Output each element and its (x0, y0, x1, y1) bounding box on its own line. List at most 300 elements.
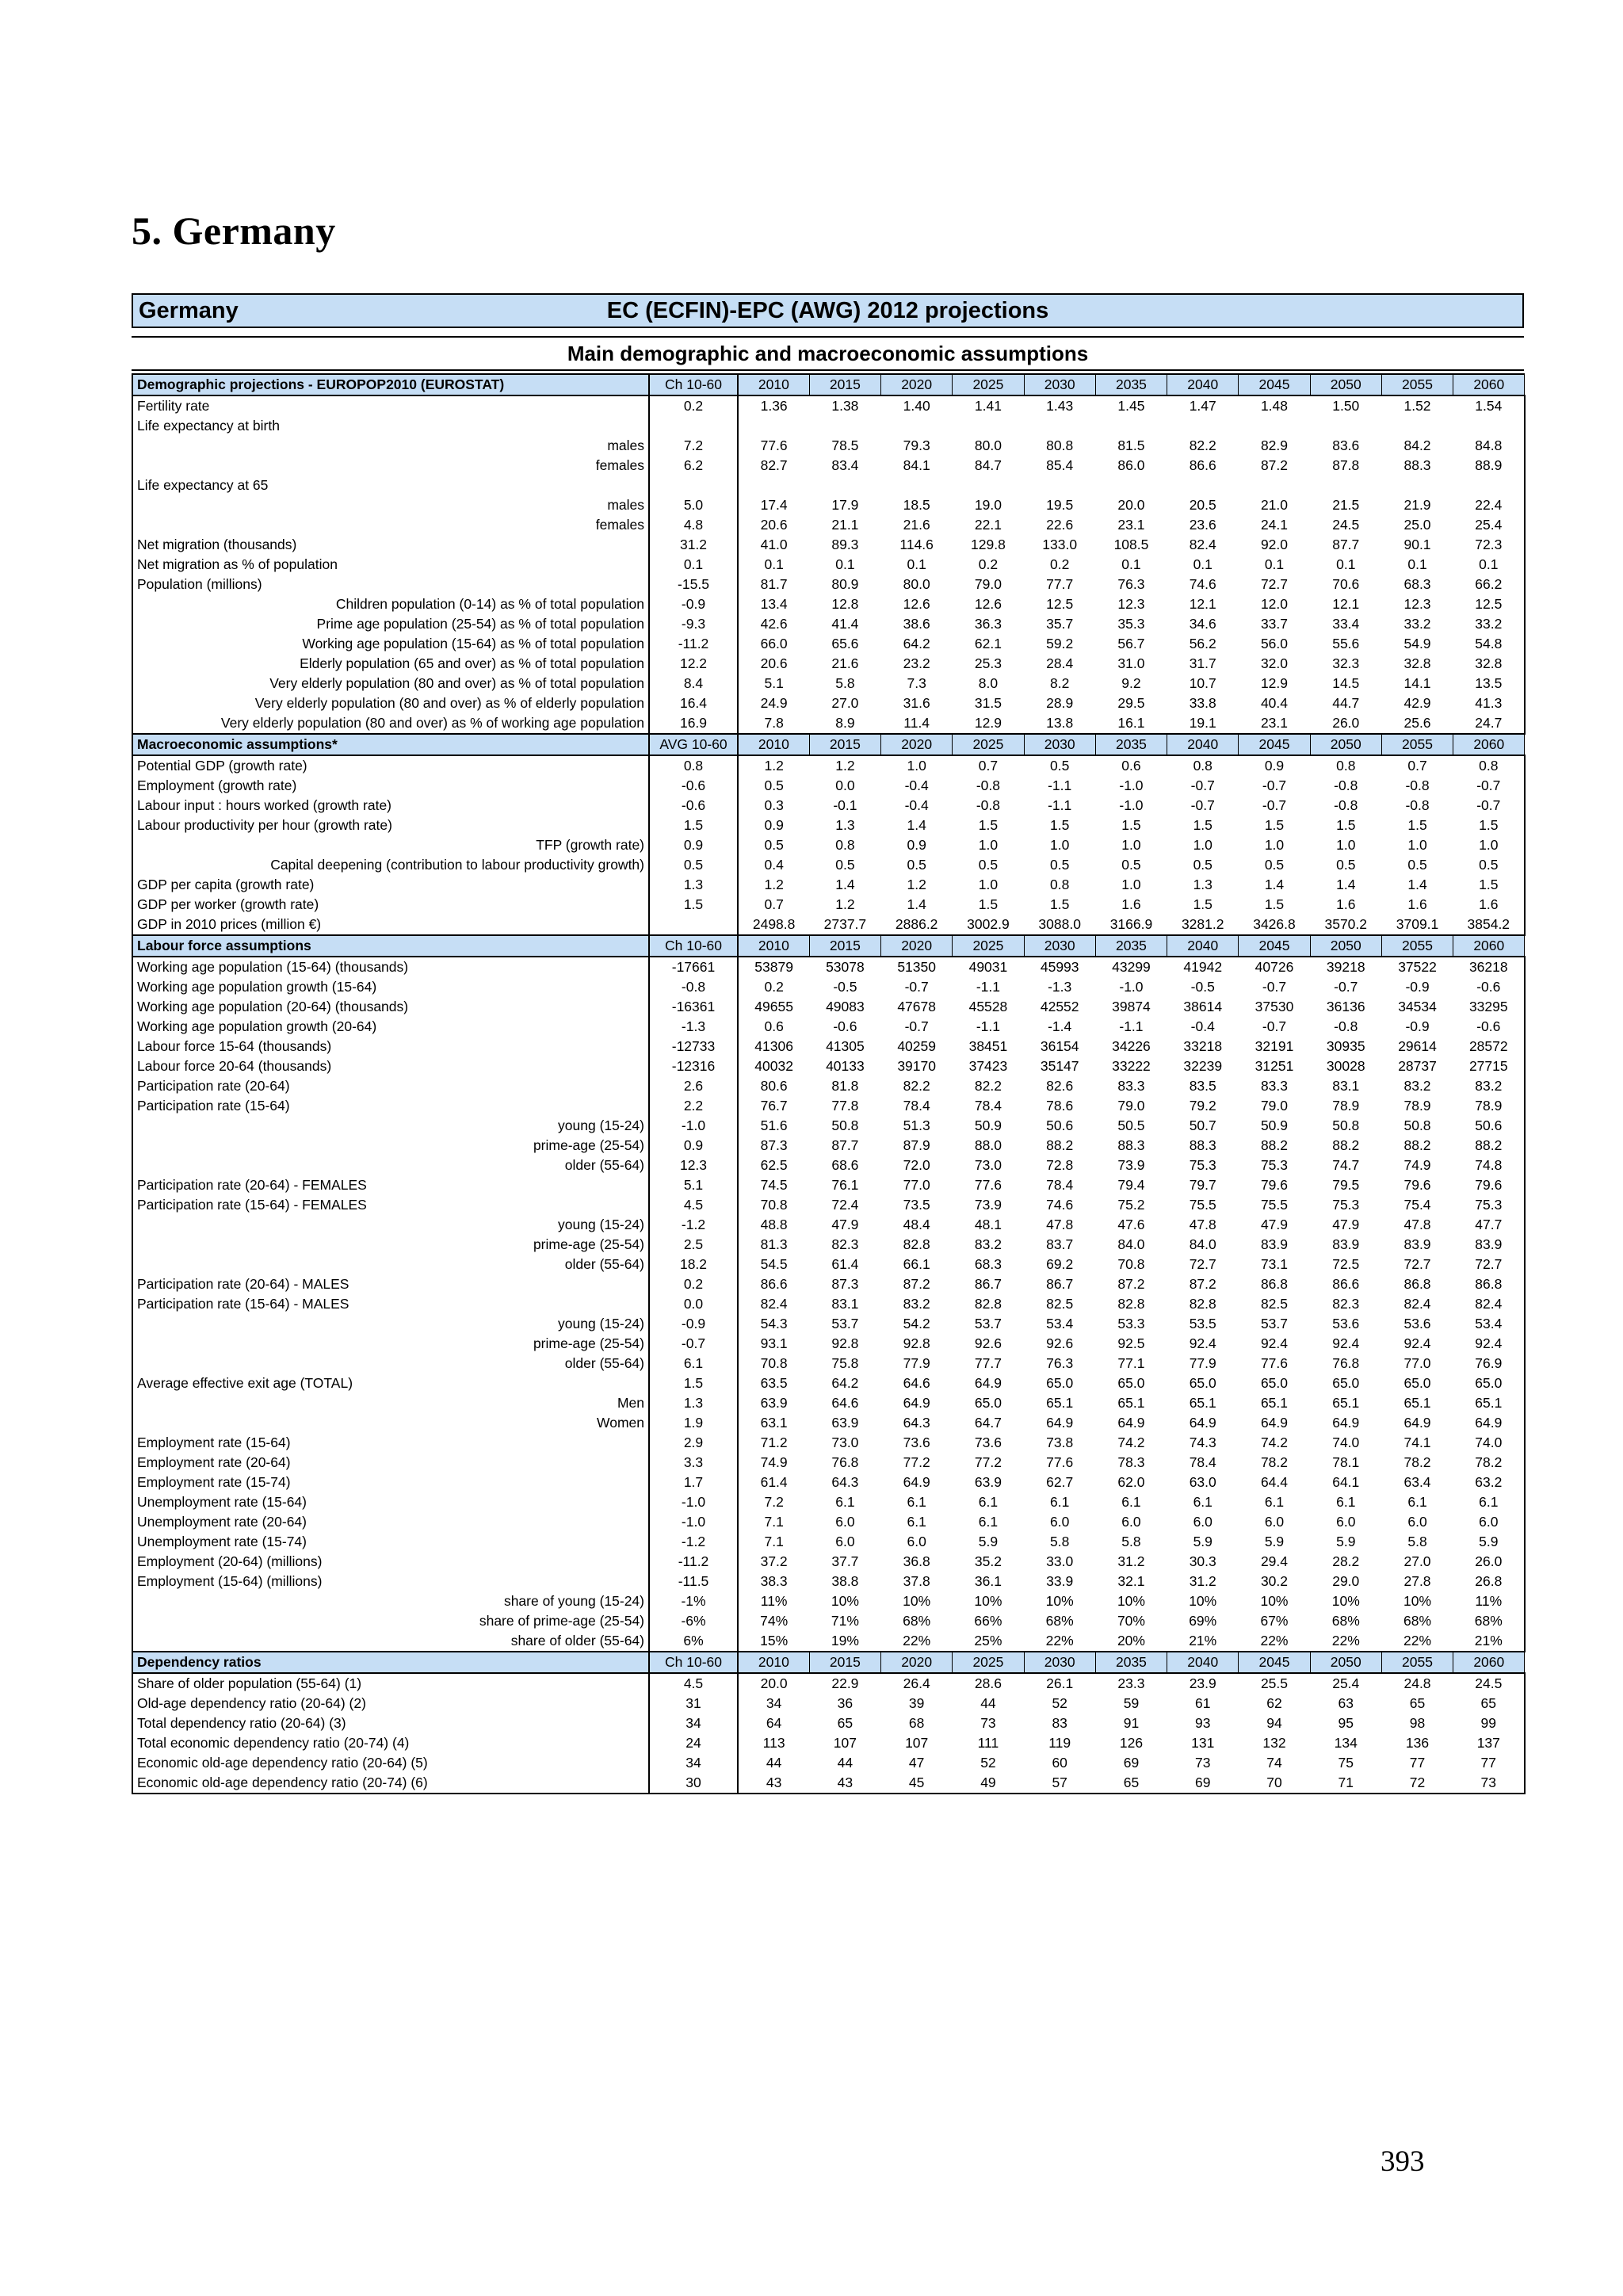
row-change-value: 6.2 (649, 456, 738, 476)
row-value: 0.7 (978, 758, 999, 774)
year-header: 2035 (1095, 935, 1167, 957)
row-value: 65.1 (1453, 1393, 1525, 1413)
row-value: 47.9 (831, 1217, 859, 1232)
row-value: -0.7 (1262, 979, 1287, 995)
row-value: 28.4 (1046, 655, 1074, 671)
table-row (132, 1532, 1525, 1552)
row-value: 87.8 (1332, 457, 1360, 473)
row-label: males (132, 436, 649, 456)
table-row (132, 1591, 1525, 1611)
row-value: 92.6 (1046, 1335, 1074, 1351)
row-change-value (649, 915, 738, 935)
row-value: 83.2 (1403, 1078, 1431, 1094)
row-value: -0.4 (904, 777, 929, 793)
row-change-value: 3.3 (649, 1453, 738, 1473)
row-change-value: 31 (649, 1694, 738, 1713)
row-value: 44.7 (1332, 695, 1360, 711)
table-row (132, 1076, 1525, 1096)
row-value: 38614 (1183, 999, 1223, 1014)
row-value: 92.8 (903, 1335, 930, 1351)
row-value: 64.6 (903, 1375, 930, 1391)
row-value: 84.0 (1189, 1236, 1216, 1252)
row-value: 65.0 (1046, 1375, 1074, 1391)
row-value: 64.9 (903, 1395, 930, 1411)
row-value: 25.4 (1453, 515, 1525, 535)
row-change-value: 7.2 (649, 436, 738, 456)
row-change-value: -1.2 (649, 1532, 738, 1552)
row-value: 0.2 (1050, 556, 1070, 572)
table-row (132, 594, 1525, 614)
row-value: 25% (974, 1633, 1002, 1648)
row-value: 19.5 (1046, 497, 1074, 513)
row-value: 92.4 (1403, 1335, 1431, 1351)
row-value: 32.8 (1453, 654, 1525, 674)
row-value: 23.1 (1117, 517, 1145, 533)
row-value: 29.5 (1117, 695, 1145, 711)
row-value: -0.9 (1405, 979, 1430, 995)
row-value: 93 (1194, 1715, 1211, 1731)
row-value: 48.4 (903, 1217, 930, 1232)
row-value: -0.7 (1453, 796, 1525, 816)
row-value (1167, 416, 1239, 436)
row-value: 6.1 (978, 1494, 999, 1510)
row-value: 49 (953, 1773, 1024, 1794)
year-header: 2020 (881, 374, 953, 395)
row-value: 92.5 (1117, 1335, 1145, 1351)
table-row (132, 1393, 1525, 1413)
row-value: 37.8 (903, 1573, 930, 1589)
row-change-value: -0.7 (649, 1334, 738, 1354)
row-label: prime-age (25-54) (132, 1334, 649, 1354)
row-value: 33.0 (1046, 1553, 1074, 1569)
table-row (132, 1713, 1525, 1733)
row-change-value: -12733 (649, 1037, 738, 1056)
row-value: 0.1 (835, 556, 855, 572)
row-label: Labour productivity per hour (growth rate) (132, 816, 649, 835)
year-header: 2045 (1239, 1652, 1310, 1673)
row-value: 21.5 (1332, 497, 1360, 513)
row-value: 20% (1117, 1633, 1145, 1648)
row-value: 0.8 (1193, 758, 1212, 774)
row-value: 67% (1260, 1613, 1289, 1629)
row-value: 65.0 (1332, 1375, 1360, 1391)
row-value: 78.3 (1117, 1454, 1145, 1470)
row-value: 35.2 (974, 1553, 1002, 1569)
row-value: 107 (833, 1735, 857, 1751)
row-label: Participation rate (20-64) (132, 1076, 649, 1096)
table-row (132, 977, 1525, 997)
row-value: 12.1 (1189, 596, 1216, 612)
row-value: 11% (760, 1593, 788, 1609)
row-value: 82.3 (831, 1236, 859, 1252)
row-value: 1.0 (978, 877, 999, 892)
row-value: 6.1 (907, 1494, 926, 1510)
row-value: 38.3 (760, 1573, 788, 1589)
table-row (132, 1136, 1525, 1156)
year-header: 2040 (1167, 734, 1239, 755)
row-value: 66.1 (903, 1256, 930, 1272)
row-value: -1.1 (1119, 1018, 1144, 1034)
row-value: 87.7 (831, 1137, 859, 1153)
row-value: 33.9 (1046, 1573, 1074, 1589)
row-value: 37.2 (760, 1553, 788, 1569)
row-value: 59 (1123, 1695, 1140, 1711)
row-value: 75.3 (1332, 1197, 1360, 1213)
table-row (132, 1175, 1525, 1195)
row-value: 56.7 (1117, 636, 1145, 651)
row-value: 43299 (1112, 959, 1151, 975)
row-value: 87.2 (903, 1276, 930, 1292)
row-value: 38.6 (903, 616, 930, 632)
table-row (132, 515, 1525, 535)
row-change-value: 34 (649, 1753, 738, 1773)
table-row (132, 654, 1525, 674)
row-value: 2886.2 (895, 916, 938, 932)
row-change-value: 0.2 (649, 1274, 738, 1294)
table-row (132, 875, 1525, 895)
row-label: Working age population (20-64) (thousands) (132, 997, 649, 1017)
row-change-value: 34 (649, 1713, 738, 1733)
row-change-value: -9.3 (649, 614, 738, 634)
row-value: 0.5 (1050, 857, 1070, 873)
page-number: 393 (1381, 2145, 1425, 2178)
row-label: Life expectancy at birth (132, 416, 649, 436)
row-change-value: 12.2 (649, 654, 738, 674)
row-value: 83 (1052, 1715, 1067, 1731)
row-value: 5.8 (1121, 1534, 1141, 1549)
row-value: 76.7 (760, 1098, 788, 1114)
row-value: 1.3 (1193, 877, 1212, 892)
row-label: Working age population growth (20-64) (132, 1017, 649, 1037)
row-value: 77.6 (974, 1177, 1002, 1193)
row-change-value: -12316 (649, 1056, 738, 1076)
row-value: 22% (1045, 1633, 1074, 1648)
row-value (881, 476, 953, 495)
row-value: 82.4 (760, 1296, 788, 1312)
row-label: share of older (55-64) (132, 1631, 649, 1652)
row-value: 31.0 (1117, 655, 1145, 671)
row-value: 3281.2 (1181, 916, 1224, 932)
row-value: 14.5 (1332, 675, 1360, 691)
assumptions-table (132, 373, 1526, 1794)
row-value: 74.8 (1453, 1156, 1525, 1175)
row-value: 65.0 (1260, 1375, 1289, 1391)
year-header: 2040 (1167, 935, 1239, 957)
row-value: 33.2 (1403, 616, 1431, 632)
row-value: 93.1 (760, 1335, 788, 1351)
row-value: 83.9 (1260, 1236, 1289, 1252)
row-value: 10% (1403, 1593, 1432, 1609)
row-value: 37522 (1398, 959, 1437, 975)
row-label: Labour force 20-64 (thousands) (132, 1056, 649, 1076)
row-value: -0.7 (1190, 797, 1215, 813)
row-value (953, 416, 1024, 436)
row-value: 91 (1123, 1715, 1140, 1731)
row-value: 76.1 (831, 1177, 859, 1193)
row-value: 1.5 (1264, 896, 1285, 912)
row-value: -0.4 (904, 797, 929, 813)
row-value: 28.6 (974, 1675, 1002, 1691)
page-title: 5. Germany (132, 208, 336, 253)
row-value: 73 (980, 1715, 996, 1731)
row-value: 59.2 (1046, 636, 1074, 651)
table-row (132, 1294, 1525, 1314)
row-value: 75.3 (1189, 1157, 1216, 1173)
row-value: 1.48 (1260, 398, 1289, 414)
row-value: 77.1 (1117, 1355, 1145, 1371)
row-value: 74.6 (1046, 1197, 1074, 1213)
year-header: 2025 (953, 374, 1024, 395)
row-value: 86.8 (1453, 1274, 1525, 1294)
row-value: -1.1 (1048, 777, 1072, 793)
row-value: 21.6 (903, 517, 930, 533)
row-value: 1.0 (1050, 837, 1070, 853)
row-value: 50.6 (1046, 1117, 1074, 1133)
row-value: 71 (1310, 1773, 1381, 1794)
year-header: 2020 (881, 734, 953, 755)
row-value: 40133 (826, 1058, 865, 1074)
row-value: 0.9 (1264, 758, 1285, 774)
row-value: 55.6 (1332, 636, 1360, 651)
row-value: 25.5 (1260, 1675, 1289, 1691)
row-label: Very elderly population (80 and over) as % of elderly population (132, 693, 649, 713)
table-row (132, 1274, 1525, 1294)
row-value: 74 (1266, 1755, 1282, 1771)
row-label: Unemployment rate (20-64) (132, 1512, 649, 1532)
row-value: 53.7 (974, 1316, 1002, 1331)
row-change-value: -11.2 (649, 634, 738, 654)
row-value: 92.4 (1453, 1334, 1525, 1354)
row-value: 83.3 (1117, 1078, 1145, 1094)
row-value: 41.0 (760, 537, 788, 552)
assumptions-table-panel (132, 293, 1524, 1794)
row-value: 36 (837, 1695, 854, 1711)
row-value: 77.6 (1046, 1454, 1074, 1470)
row-value: 70.8 (760, 1197, 788, 1213)
row-value: 69% (1189, 1613, 1217, 1629)
row-value: 75.3 (1260, 1157, 1289, 1173)
row-value: 1.5 (1407, 817, 1427, 833)
row-value: 63.0 (1189, 1474, 1216, 1490)
row-value: 50.5 (1117, 1117, 1145, 1133)
row-value: 2498.8 (752, 916, 796, 932)
row-value: 0.5 (1453, 855, 1525, 875)
row-value: 86.8 (1260, 1276, 1289, 1292)
row-value: 76.8 (1332, 1355, 1360, 1371)
row-value: 63.2 (1453, 1473, 1525, 1492)
row-value: 54.5 (760, 1256, 788, 1272)
row-value: 53.4 (1453, 1314, 1525, 1334)
row-label: Employment rate (15-74) (132, 1473, 649, 1492)
row-change-value (649, 416, 738, 436)
row-value: -0.7 (1190, 777, 1215, 793)
row-value: 2737.7 (823, 916, 867, 932)
row-value: 92.0 (1260, 537, 1289, 552)
row-value: 37423 (968, 1058, 1008, 1074)
row-value: 65.1 (1117, 1395, 1145, 1411)
row-value: 52 (1052, 1695, 1067, 1711)
row-value: 114.6 (899, 537, 934, 552)
row-value: 65.1 (1403, 1395, 1431, 1411)
row-value: 20.0 (1117, 497, 1145, 513)
row-label: young (15-24) (132, 1116, 649, 1136)
row-value: 1.4 (907, 896, 926, 912)
row-value: 74.6 (1189, 576, 1216, 592)
row-label: Working age population growth (15-64) (132, 977, 649, 997)
row-change-value: -0.8 (649, 977, 738, 997)
row-change-value: 16.4 (649, 693, 738, 713)
row-value: 29614 (1398, 1038, 1437, 1054)
row-value: 6.1 (907, 1514, 926, 1530)
table-row (132, 1215, 1525, 1235)
row-value: 72.4 (831, 1197, 859, 1213)
row-value: 87.9 (903, 1137, 930, 1153)
row-value: 65.0 (974, 1395, 1002, 1411)
row-value: 74.9 (1403, 1157, 1431, 1173)
row-value: 88.9 (1453, 456, 1525, 476)
row-value: 0.5 (1121, 857, 1141, 873)
row-label: Participation rate (20-64) - FEMALES (132, 1175, 649, 1195)
row-value: 30028 (1326, 1058, 1365, 1074)
row-value: 19.0 (974, 497, 1002, 513)
year-header: 2035 (1095, 734, 1167, 755)
row-value: 10% (1045, 1593, 1074, 1609)
row-value: 10% (1260, 1593, 1289, 1609)
row-value: 1.43 (1046, 398, 1074, 414)
row-value: 80.8 (1046, 437, 1074, 453)
row-value: 1.4 (907, 817, 926, 833)
row-value: 64.9 (1332, 1415, 1360, 1431)
row-value: 48.1 (974, 1217, 1002, 1232)
row-value: 65.1 (1046, 1395, 1074, 1411)
row-change-value: 5.1 (649, 1175, 738, 1195)
row-value: 74.1 (1403, 1435, 1431, 1450)
row-label: Employment (20-64) (millions) (132, 1552, 649, 1572)
row-label: Employment (growth rate) (132, 776, 649, 796)
year-header: 2050 (1310, 935, 1381, 957)
row-value: 86.7 (1046, 1276, 1074, 1292)
row-value: -0.8 (1334, 777, 1358, 793)
row-value: 79.2 (1189, 1098, 1216, 1114)
row-value: 77.2 (974, 1454, 1002, 1470)
section-title: Macroeconomic assumptions* (132, 734, 649, 755)
row-value: 63.9 (760, 1395, 788, 1411)
row-value: 53.7 (831, 1316, 859, 1331)
year-header: 2015 (809, 1652, 880, 1673)
row-value: 27.0 (1403, 1553, 1431, 1569)
year-header: 2025 (953, 734, 1024, 755)
row-value: 82.3 (1332, 1296, 1360, 1312)
row-value: 136 (1405, 1735, 1430, 1751)
row-change-value: 2.5 (649, 1235, 738, 1255)
row-value: 92.4 (1332, 1335, 1360, 1351)
row-value: 83.2 (903, 1296, 930, 1312)
row-label: Population (millions) (132, 575, 649, 594)
row-value: 10% (1189, 1593, 1217, 1609)
row-value: 22.9 (831, 1675, 859, 1691)
row-value: 34 (766, 1695, 782, 1711)
row-value: 6.0 (1264, 1514, 1285, 1530)
row-value: 10% (1331, 1593, 1360, 1609)
year-header: 2030 (1024, 935, 1095, 957)
year-header: 2040 (1167, 374, 1239, 395)
row-value: 12.3 (1117, 596, 1145, 612)
row-value: 43 (809, 1773, 880, 1794)
row-label: males (132, 495, 649, 515)
row-value: 80.0 (903, 576, 930, 592)
row-value: 23.6 (1189, 517, 1216, 533)
row-value: 74.7 (1332, 1157, 1360, 1173)
row-value: 20.6 (760, 517, 788, 533)
row-value: 56.2 (1189, 636, 1216, 651)
row-value: 89.3 (831, 537, 859, 552)
row-label: older (55-64) (132, 1156, 649, 1175)
row-value: 1.5 (1050, 817, 1070, 833)
row-value: 75.2 (1117, 1197, 1145, 1213)
row-value: 68% (1045, 1613, 1074, 1629)
row-value: 134 (1334, 1735, 1358, 1751)
row-value: 12.0 (1260, 596, 1289, 612)
row-value: 131 (1191, 1735, 1215, 1751)
row-value: 25.0 (1403, 517, 1431, 533)
row-value: 80.0 (974, 437, 1002, 453)
row-label: Total dependency ratio (20-64) (3) (132, 1713, 649, 1733)
row-value: 82.4 (1403, 1296, 1431, 1312)
year-header: 2015 (809, 374, 880, 395)
row-value: 45 (881, 1773, 953, 1794)
year-header: 2030 (1024, 734, 1095, 755)
row-label: Participation rate (15-64) (132, 1096, 649, 1116)
row-value (1381, 476, 1453, 495)
row-value: 12.3 (1403, 596, 1431, 612)
row-value: 12.9 (974, 715, 1002, 731)
row-value: 94 (1266, 1715, 1282, 1731)
row-label: Share of older population (55-64) (1) (132, 1673, 649, 1694)
row-value: 78.2 (1403, 1454, 1431, 1470)
row-value: 30.3 (1189, 1553, 1216, 1569)
row-change-value: 24 (649, 1733, 738, 1753)
row-value: 83.9 (1403, 1236, 1431, 1252)
row-value: 74.3 (1189, 1435, 1216, 1450)
row-value: 0.5 (1336, 857, 1356, 873)
row-label: Capital deepening (contribution to labour productivity growth) (132, 855, 649, 875)
row-value: 83.3 (1260, 1078, 1289, 1094)
row-value: 24.5 (1453, 1673, 1525, 1694)
row-label: Working age population (15-64) (thousands) (132, 957, 649, 977)
row-value: 81.7 (760, 576, 788, 592)
table-row (132, 1056, 1525, 1076)
row-value: 92.8 (831, 1335, 859, 1351)
row-value: 77 (1453, 1753, 1525, 1773)
row-value: 78.4 (903, 1098, 930, 1114)
row-value: 50.8 (831, 1117, 859, 1133)
table-row (132, 1473, 1525, 1492)
row-value: 1.54 (1453, 395, 1525, 416)
row-value: 36.1 (974, 1573, 1002, 1589)
table-row (132, 1673, 1525, 1694)
row-value: 107 (905, 1735, 929, 1751)
row-label: GDP in 2010 prices (million €) (132, 915, 649, 935)
row-value: -0.8 (1405, 797, 1430, 813)
row-value: 3166.9 (1109, 916, 1153, 932)
row-value: 61.4 (831, 1256, 859, 1272)
row-value: 39 (908, 1695, 925, 1711)
row-change-value: -11.5 (649, 1572, 738, 1591)
row-change-value: 0.0 (649, 1294, 738, 1314)
row-change-value: 0.9 (649, 1136, 738, 1156)
year-header: 2045 (1239, 935, 1310, 957)
row-value: 0.5 (907, 857, 926, 873)
